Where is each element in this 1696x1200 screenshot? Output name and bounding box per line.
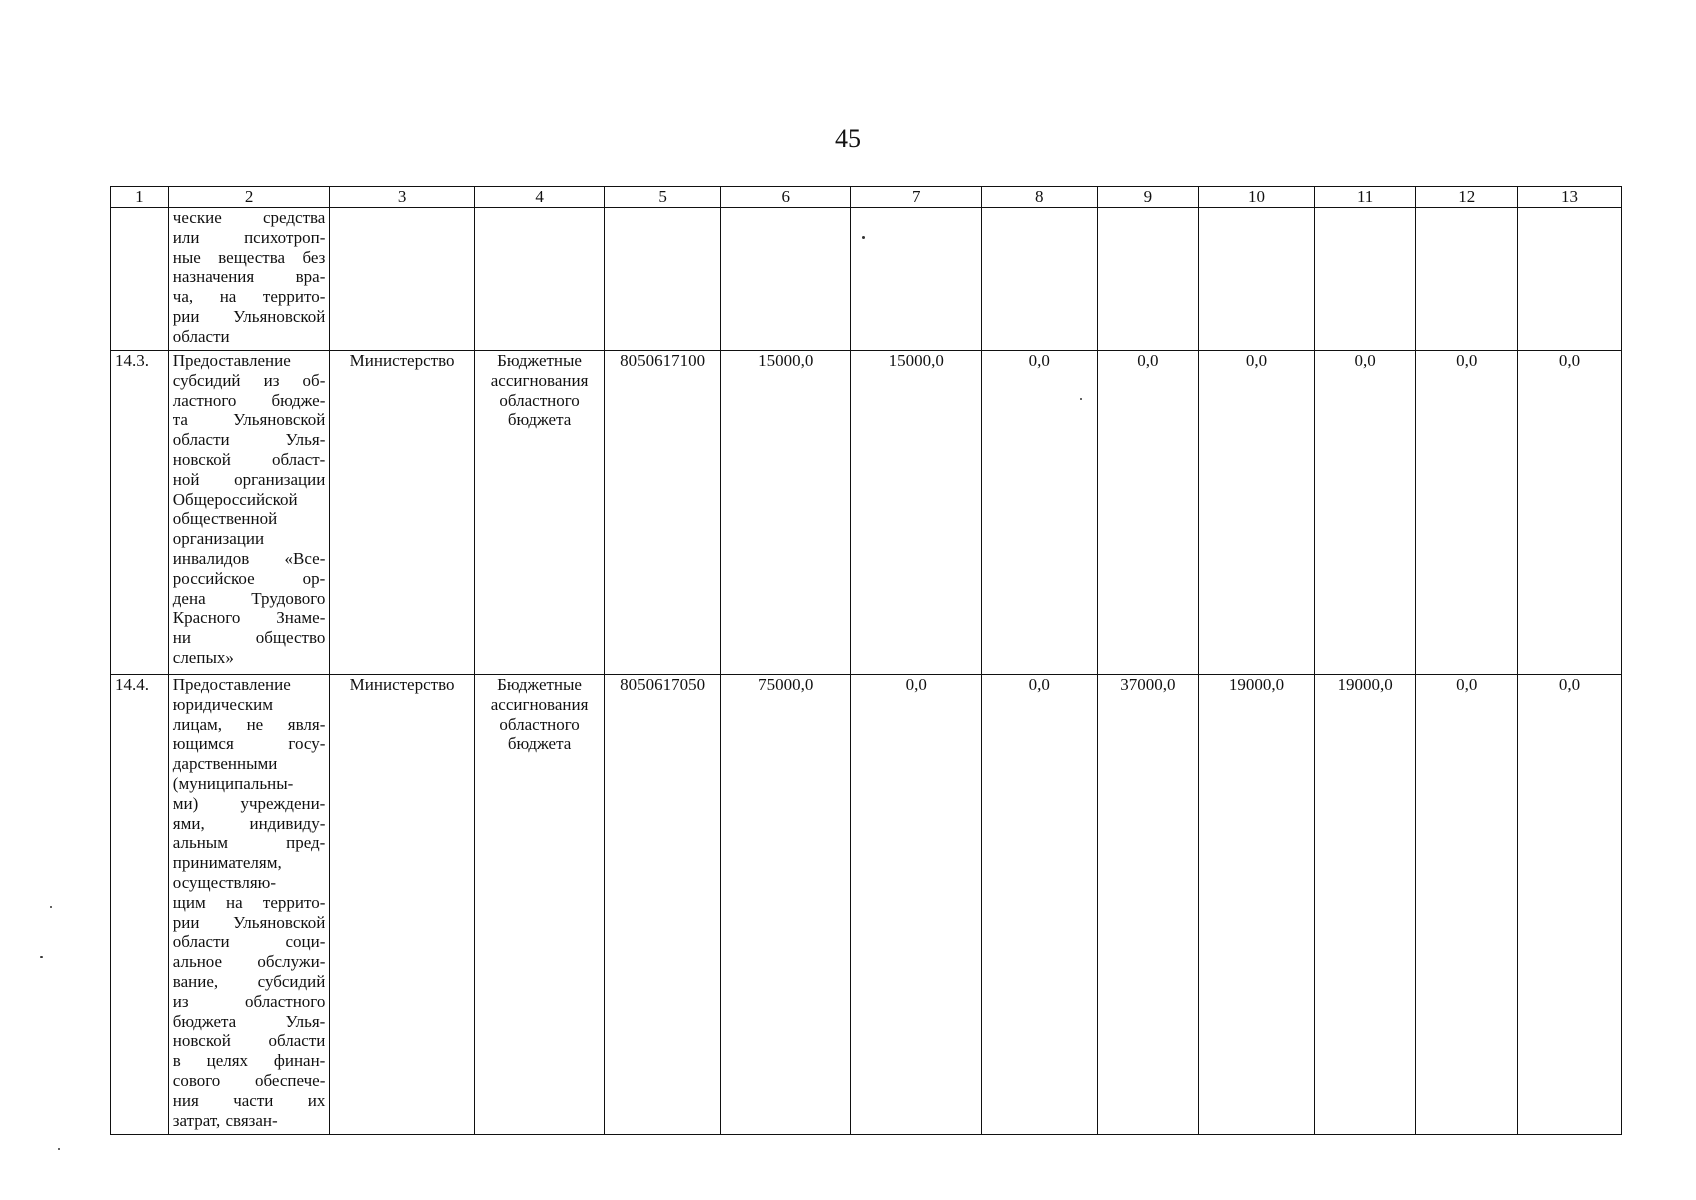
- measure-name-line: новской област-: [172, 449, 326, 469]
- column-number-header: 2: [168, 187, 330, 208]
- amount-cell: 37000,0: [1097, 675, 1199, 1135]
- measure-name-line: рии Ульяновской: [172, 306, 326, 326]
- funding-source: [474, 208, 605, 351]
- measure-name-line: дарственными: [172, 754, 278, 774]
- amount-cell: [720, 208, 851, 351]
- measure-name-line: рии Ульяновской: [172, 912, 326, 932]
- measure-name-line: дена Трудового: [172, 588, 326, 608]
- amount-cell: 19000,0: [1314, 675, 1416, 1135]
- measure-name-line: ластного бюдже-: [172, 390, 326, 410]
- column-number-header: 10: [1199, 187, 1315, 208]
- measure-name-line: назначения вра-: [172, 267, 326, 287]
- measure-name-line: области: [172, 326, 230, 346]
- budget-code: [605, 208, 721, 351]
- column-number-header: 4: [474, 187, 605, 208]
- amount-cell: 19000,0: [1199, 675, 1315, 1135]
- scan-speck: [40, 956, 43, 958]
- measure-name-line: организации: [172, 529, 265, 549]
- measure-name-line: области соци-: [172, 932, 326, 952]
- measure-name-line: альным пред-: [172, 833, 326, 853]
- column-number-header: 8: [982, 187, 1098, 208]
- funding-source-line: ассигнования: [490, 694, 589, 714]
- amount-cell: [1097, 208, 1199, 351]
- measure-name-line: щим на террито-: [172, 892, 326, 912]
- scan-speck: [862, 236, 865, 239]
- amount-cell: 0,0: [982, 351, 1098, 675]
- amount-cell: 0,0: [851, 675, 982, 1135]
- funding-source: [474, 351, 605, 675]
- measure-name-line: Красного Знаме-: [172, 608, 326, 628]
- measure-name-line: бюджета Улья-: [172, 1011, 326, 1031]
- executor: Министерство: [330, 351, 474, 675]
- amount-cell: [982, 208, 1098, 351]
- funding-source-line: бюджета: [507, 410, 572, 430]
- row-number: [111, 208, 169, 351]
- amount-cell: 0,0: [1416, 351, 1518, 675]
- measure-name-line: субсидий из об-: [172, 370, 326, 390]
- measure-name-line: сового обеспече-: [172, 1070, 326, 1090]
- measure-name-line: российское ор-: [172, 568, 326, 588]
- column-number-header: 3: [330, 187, 474, 208]
- measure-name-line: новской области: [172, 1031, 326, 1051]
- column-number-row: [111, 187, 1622, 208]
- measure-name-line: или психотроп-: [172, 227, 326, 247]
- amount-cell: 15000,0: [720, 351, 851, 675]
- amount-cell: [1314, 208, 1416, 351]
- amount-cell: [1518, 208, 1622, 351]
- funding-source-line: Бюджетные: [497, 675, 582, 694]
- measure-name-line: ми) учреждени-: [172, 793, 326, 813]
- measure-name-line: альное обслужи-: [172, 952, 326, 972]
- measure-name: [168, 351, 330, 675]
- column-number-header: 13: [1518, 187, 1622, 208]
- amount-cell: 0,0: [1518, 675, 1622, 1135]
- amount-cell: 0,0: [1416, 675, 1518, 1135]
- amount-cell: 75000,0: [720, 675, 851, 1135]
- measure-name-line: ями, индивиду-: [172, 813, 326, 833]
- scan-speck: [50, 906, 52, 908]
- measure-name-line: из областного: [172, 991, 326, 1011]
- measure-name-line: Предоставление: [172, 675, 291, 694]
- measure-name-line: вание, субсидий: [172, 971, 326, 991]
- measure-name-line: осуществляю-: [172, 872, 277, 892]
- table-row: [111, 351, 1622, 675]
- row-number: 14.4.: [111, 675, 169, 1135]
- page-number: 45: [835, 124, 861, 153]
- amount-cell: 0,0: [1097, 351, 1199, 675]
- executor: [330, 208, 474, 351]
- measure-name-line: ющимся госу-: [172, 734, 326, 754]
- measure-name-line: ча, на террито-: [172, 287, 326, 307]
- funding-source-line: бюджета: [507, 734, 572, 754]
- column-number-header: 9: [1097, 187, 1199, 208]
- amount-cell: [1416, 208, 1518, 351]
- column-number-header: 11: [1314, 187, 1416, 208]
- column-number-header: 1: [111, 187, 169, 208]
- budget-table: [110, 186, 1622, 1135]
- measure-name-line: слепых»: [172, 647, 234, 667]
- measure-name-line: (муниципальны-: [172, 773, 294, 793]
- measure-name-line: юридическим: [172, 694, 274, 714]
- funding-source-line: Бюджетные: [497, 351, 582, 370]
- row-number: 14.3.: [111, 351, 169, 675]
- budget-code: 8050617100: [605, 351, 721, 675]
- measure-name-line: инвалидов «Все-: [172, 548, 326, 568]
- funding-source-line: областного: [499, 390, 580, 410]
- budget-code: 8050617050: [605, 675, 721, 1135]
- amount-cell: 0,0: [1518, 351, 1622, 675]
- measure-name-line: в целях финан-: [172, 1051, 326, 1071]
- amount-cell: 0,0: [1314, 351, 1416, 675]
- funding-source-line: областного: [499, 714, 580, 734]
- column-number-header: 7: [851, 187, 982, 208]
- table-row: [111, 208, 1622, 351]
- measure-name-line: области Улья-: [172, 430, 326, 450]
- measure-name-line: общественной: [172, 509, 278, 529]
- amount-cell: 0,0: [1199, 351, 1315, 675]
- column-number-header: 6: [720, 187, 851, 208]
- measure-name-line: ния части их: [172, 1090, 326, 1110]
- measure-name-line: ной организации: [172, 469, 326, 489]
- scan-speck: [1080, 398, 1082, 400]
- table-row: [111, 675, 1622, 1135]
- measure-name-line: ческие средства: [172, 208, 326, 227]
- measure-name-line: лицам, не явля-: [172, 714, 326, 734]
- funding-source-line: ассигнования: [490, 370, 589, 390]
- amount-cell: [1199, 208, 1315, 351]
- measure-name-line: затрат, связан-: [172, 1110, 278, 1130]
- measure-name: [168, 675, 330, 1135]
- measure-name: [168, 208, 330, 351]
- measure-name-line: принимателям,: [172, 853, 282, 873]
- amount-cell: 15000,0: [851, 351, 982, 675]
- column-number-header: 12: [1416, 187, 1518, 208]
- measure-name-line: Общероссийской: [172, 489, 298, 509]
- measure-name-line: Предоставление: [172, 351, 291, 370]
- amount-cell: 0,0: [982, 675, 1098, 1135]
- funding-source: [474, 675, 605, 1135]
- scan-speck: [58, 1148, 60, 1150]
- amount-cell: [851, 208, 982, 351]
- column-number-header: 5: [605, 187, 721, 208]
- executor: Министерство: [330, 675, 474, 1135]
- measure-name-line: ни общество: [172, 628, 326, 648]
- measure-name-line: ные вещества без: [172, 247, 326, 267]
- measure-name-line: та Ульяновской: [172, 410, 326, 430]
